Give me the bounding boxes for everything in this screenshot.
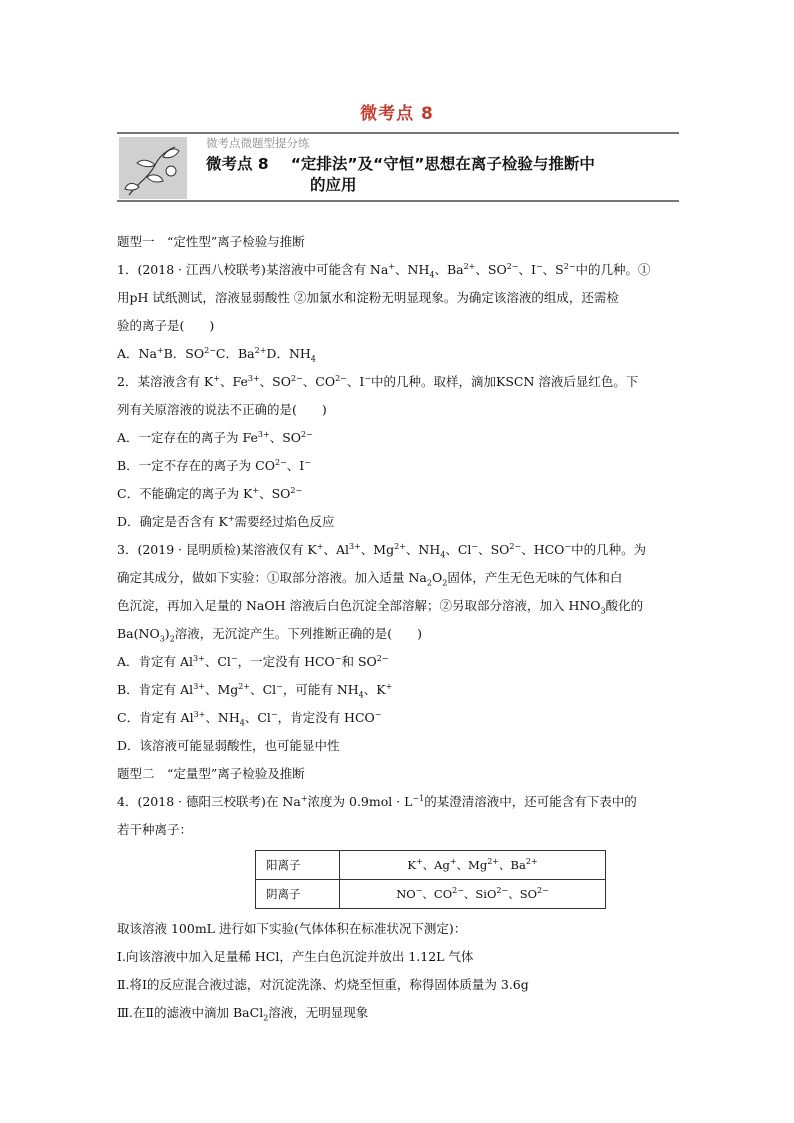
banner-subtitle: 微考点微题型提分练	[206, 136, 310, 150]
superscript: +	[388, 261, 396, 271]
superscript: −	[415, 886, 423, 896]
page-title: 微考点 8	[360, 104, 434, 124]
table-row	[256, 851, 606, 880]
superscript: −	[230, 653, 238, 663]
superscript: 2+	[254, 345, 267, 355]
text-run: ，可能有 NH	[282, 682, 359, 697]
superscript: 3+	[257, 429, 270, 439]
superscript: 3+	[193, 653, 205, 663]
superscript: +	[300, 793, 308, 803]
banner-bottom-rule	[117, 200, 679, 202]
q1-line3: 验的离子是( )	[117, 318, 215, 333]
superscript: +	[252, 485, 260, 495]
text-run: 、Ag	[422, 858, 450, 872]
text-run: 、Mg	[456, 858, 488, 872]
superscript: 2+	[394, 541, 406, 551]
table-header-cation: 阳离子	[256, 851, 340, 880]
text-run: 、Cl	[445, 542, 472, 557]
q2-option-b	[117, 452, 682, 480]
subscript: 3	[600, 606, 606, 616]
q2-option-c	[117, 480, 682, 508]
superscript: 2+	[463, 261, 476, 271]
text-run: 、Mg	[204, 682, 239, 697]
text-run: O	[431, 570, 443, 585]
subscript: 2	[442, 578, 448, 588]
superscript: 3+	[349, 541, 361, 551]
superscript: −	[304, 457, 311, 467]
section-heading-2: 题型二 “定量型”离子检验及推断	[117, 766, 305, 781]
text-run: 、CO	[302, 374, 336, 389]
text-run: 、Fe	[219, 374, 248, 389]
q2-line1	[117, 368, 682, 396]
text-run: 、HCO	[521, 542, 565, 557]
document-body	[117, 228, 682, 1027]
superscript: −	[471, 541, 479, 551]
q3-line3	[117, 592, 682, 620]
superscript: 2−	[509, 541, 522, 551]
superscript: 2−	[452, 886, 464, 896]
superscript: 2−	[290, 485, 303, 495]
superscript: 2−	[290, 373, 303, 383]
q1-options	[117, 340, 682, 368]
q3-option-a	[117, 648, 682, 676]
subscript: 4	[310, 354, 316, 364]
q1-line1	[117, 256, 682, 284]
superscript: −	[364, 373, 372, 383]
text-run: Ⅲ.在Ⅱ的滤液中滴加 BaCl	[117, 1005, 264, 1020]
text-run: 、SiO	[463, 887, 497, 901]
text-run: 溶液，无沉淀产生。下列推断正确的是( )	[174, 626, 423, 641]
superscript: −	[270, 709, 278, 719]
superscript: +	[213, 373, 220, 383]
superscript: −	[374, 709, 382, 719]
superscript: −1	[412, 793, 425, 803]
q4-line3: 取该溶液 100mL 进行如下实验(气体体积在标准状况下测定)：	[117, 921, 467, 936]
q3-line2	[117, 564, 682, 592]
text-run: 、SO	[269, 430, 301, 445]
q3-line4	[117, 620, 682, 648]
banner-top-rule	[117, 132, 679, 134]
text-run: 和 SO	[341, 654, 377, 669]
text-run: 色沉淀，再加入足量的 NaOH 溶液后白色沉淀全部溶解；②另取部分溶液，加入 HNO	[117, 598, 601, 613]
subscript: 4	[358, 690, 364, 700]
text-run: ，一定没有 HCO	[237, 654, 335, 669]
subscript: 4	[429, 270, 435, 280]
superscript: 3+	[193, 709, 206, 719]
q3-option-b	[117, 676, 682, 704]
text-run: 需要经过焰色反应	[234, 514, 335, 529]
text-run: )	[164, 626, 170, 641]
subscript: 3	[159, 634, 165, 644]
text-run: 的某澄清溶液中，还可能含有下表中的	[424, 794, 637, 809]
text-run: 、SO	[259, 486, 291, 501]
text-run: C．不能确定的离子为 K	[117, 486, 253, 501]
superscript: 2−	[204, 345, 216, 355]
text-run: 、SO	[508, 887, 538, 901]
q3-option-d: D．该溶液可能显弱酸性，也可能显中性	[117, 738, 340, 753]
text-run: 、SO	[475, 262, 507, 277]
text-run: 、I	[286, 458, 305, 473]
text-run: K	[407, 858, 416, 872]
superscript: 2−	[335, 373, 347, 383]
text-run: D．NH	[266, 346, 311, 361]
table-header-anion: 阴离子	[256, 880, 340, 909]
section-banner	[117, 132, 679, 202]
q4-step-2: Ⅱ.将Ⅰ的反应混合液过滤，对沉淀洗涤、灼烧至恒重，称得固体质量为 3.6g	[117, 977, 529, 992]
text-run: 、CO	[422, 887, 453, 901]
text-run: 、SO	[478, 542, 510, 557]
text-run: 浓度为 0.9mol · L	[307, 794, 413, 809]
banner-headline	[206, 154, 666, 196]
table-cell-cations	[340, 851, 606, 880]
text-run: A．一定存在的离子为 Fe	[117, 430, 258, 445]
text-run: 4．(2018 · 德阳三校联考)在 Na	[117, 794, 301, 809]
table-cell-anions	[340, 880, 606, 909]
subscript: 2	[263, 1013, 269, 1023]
text-run: D．确定是否含有 K	[117, 514, 228, 529]
superscript: 2+	[238, 681, 251, 691]
text-run: B．肯定有 Al	[117, 682, 194, 697]
text-run: NO	[396, 887, 416, 901]
q3-option-c	[117, 704, 682, 732]
superscript: +	[385, 681, 393, 691]
text-run: 、NH	[405, 542, 441, 557]
text-run: 中的几种。①	[575, 262, 651, 277]
text-run: 、S	[542, 262, 564, 277]
superscript: 3+	[247, 373, 260, 383]
banner-heading-line2: 的应用	[310, 176, 357, 194]
subscript: 2	[169, 634, 175, 644]
text-run: 、Cl	[204, 654, 231, 669]
text-run: A．肯定有 Al	[117, 654, 194, 669]
text-run: 确定其成分，做如下实验：①取部分溶液。加入适量 Na	[117, 570, 427, 585]
q4-line2: 若干种离子：	[117, 822, 193, 837]
flower-sketch-icon	[119, 137, 187, 199]
text-run: 、I	[346, 374, 365, 389]
text-run: 溶液，无明显现象	[268, 1005, 369, 1020]
superscript: −	[276, 681, 283, 691]
q2-option-a	[117, 424, 682, 452]
q3-line1	[117, 536, 682, 564]
text-run: B．一定不存在的离子为 CO	[117, 458, 275, 473]
text-run: 1．(2018 · 江西八校联考)某溶液中可能含有 Na	[117, 262, 389, 277]
text-run: 、Ba	[499, 858, 526, 872]
q2-line2: 列有关原溶液的说法不正确的是( )	[117, 402, 327, 417]
text-run: 、Al	[323, 542, 349, 557]
text-run: C．Ba	[215, 346, 255, 361]
superscript: 2−	[376, 653, 389, 663]
q1-line2: 用pH 试纸测试，溶液显弱酸性 ②加氯水和淀粉无明显现象。为确定该溶液的组成，还需检	[117, 290, 619, 305]
superscript: −	[564, 541, 572, 551]
superscript: −	[334, 653, 342, 663]
text-run: 、Cl	[250, 682, 277, 697]
superscript: 2−	[506, 261, 519, 271]
text-run: A．Na	[117, 346, 157, 361]
subscript: 4	[440, 550, 446, 560]
table-row	[256, 880, 606, 909]
q4-step-1: Ⅰ.向该溶液中加入足量稀 HCl，产生白色沉淀并放出 1.12L 气体	[117, 949, 474, 964]
text-run: 固体，产生无色无味的气体和白	[447, 570, 623, 585]
superscript: +	[316, 541, 324, 551]
text-run: 中的几种。为	[571, 542, 647, 557]
text-run: 、NH	[205, 710, 240, 725]
banner-heading-line1: “定排法”及“守恒”思想在离子检验与推断中	[290, 155, 595, 173]
text-run: 、NH	[395, 262, 430, 277]
superscript: +	[227, 513, 235, 523]
text-run: 、I	[518, 262, 536, 277]
text-run: B．SO	[163, 346, 205, 361]
subscript: 4	[239, 718, 245, 728]
superscript: 2+	[487, 857, 499, 867]
text-run: 3．(2019 · 昆明质检)某溶液仅有 K	[117, 542, 317, 557]
superscript: 2+	[525, 857, 538, 867]
section-heading-1: 题型一 “定性型”离子检验与推断	[117, 234, 305, 249]
superscript: +	[449, 857, 457, 867]
q4-step-3	[117, 999, 682, 1027]
superscript: 3+	[193, 681, 205, 691]
text-run: Ba(NO	[117, 626, 160, 641]
superscript: 2−	[537, 886, 549, 896]
text-run: 、K	[363, 682, 386, 697]
superscript: 2−	[563, 261, 576, 271]
text-run: 、Mg	[360, 542, 395, 557]
superscript: 2−	[274, 457, 287, 467]
text-run: 、SO	[259, 374, 291, 389]
superscript: 2−	[496, 886, 509, 896]
q4-line1	[117, 788, 682, 816]
q2-option-d	[117, 508, 682, 536]
banner-label: 微考点 8	[206, 155, 269, 173]
text-run: 、Cl	[244, 710, 271, 725]
text-run: ，肯定没有 HCO	[277, 710, 375, 725]
superscript: +	[156, 345, 164, 355]
subscript: 2	[426, 578, 432, 588]
text-run: C．肯定有 Al	[117, 710, 194, 725]
text-run: 中的几种。取样，滴加KSCN 溶液后显红色。下	[371, 374, 639, 389]
text-run: 、Ba	[434, 262, 464, 277]
superscript: −	[535, 261, 543, 271]
text-run: 2．某溶液含有 K	[117, 374, 214, 389]
superscript: +	[415, 857, 423, 867]
ion-table	[255, 850, 606, 909]
superscript: 2−	[301, 429, 313, 439]
text-run: 酸化的	[605, 598, 644, 613]
